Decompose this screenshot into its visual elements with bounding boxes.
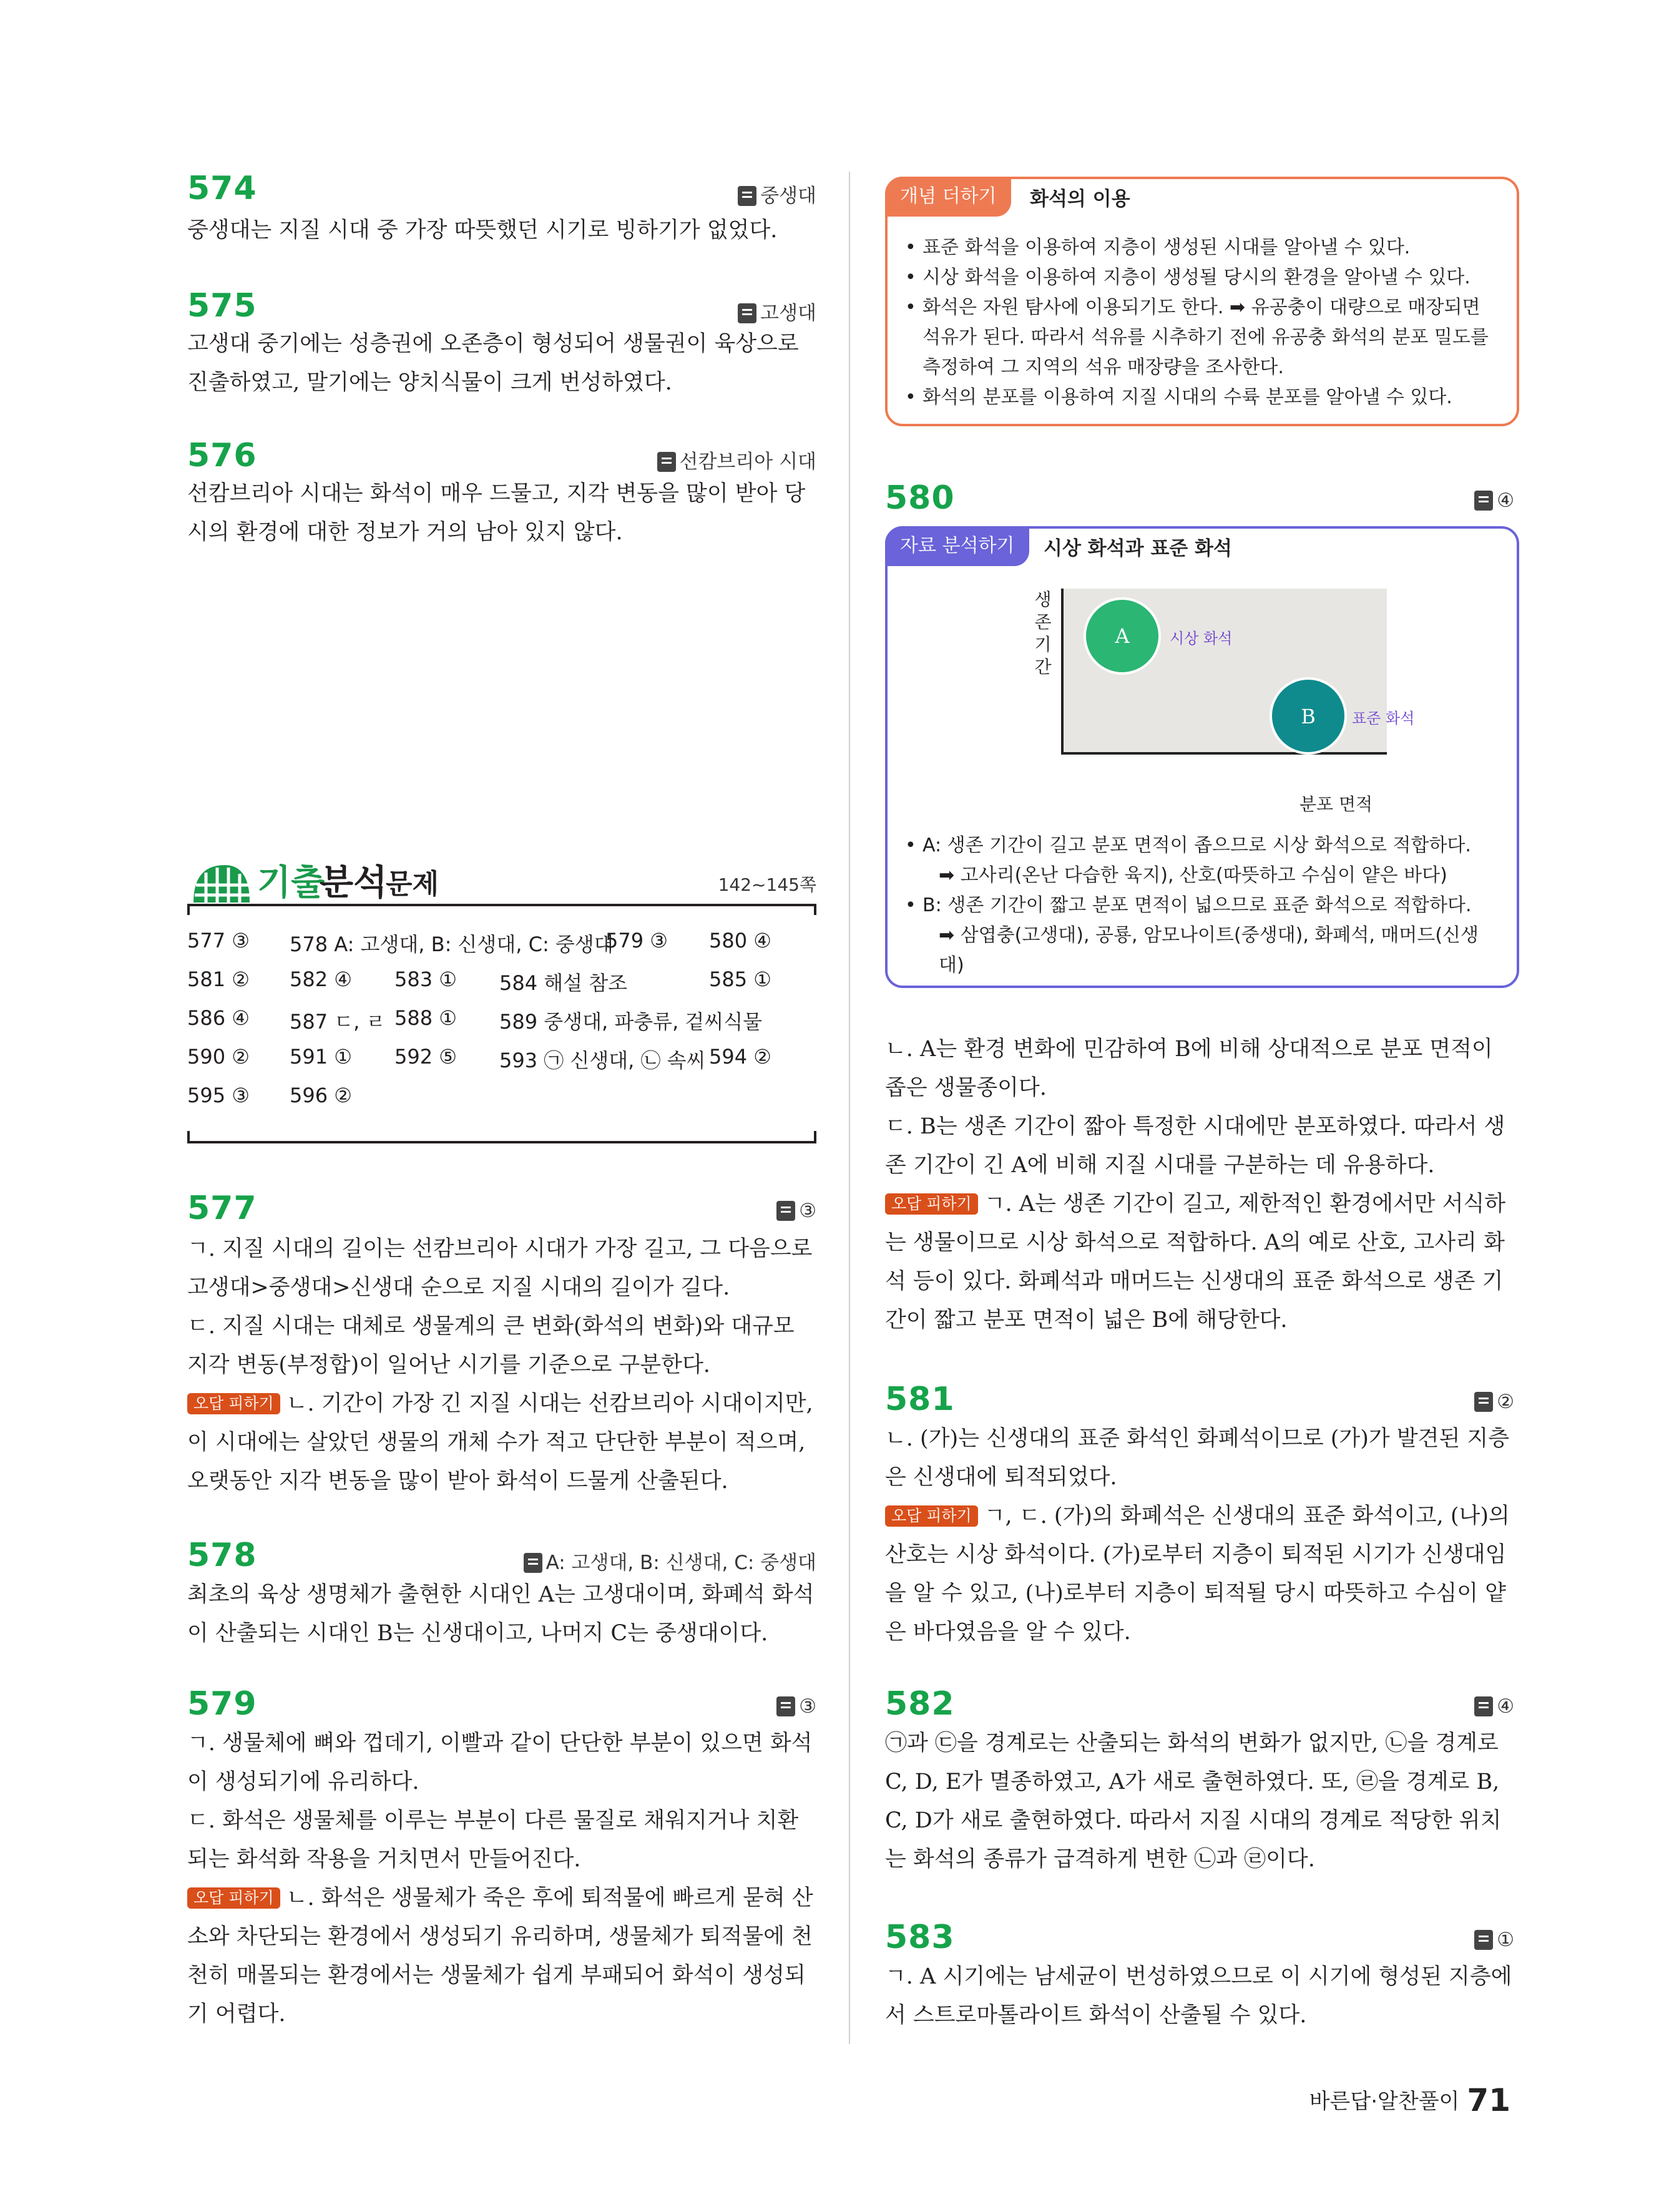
paragraph: ㄴ. A는 환경 변화에 민감하여 B에 비해 상대적으로 분포 면적이 좁은 생물종이다. [885,1037,1493,1100]
paragraph [885,1497,1519,1652]
paragraph: 고생대 중기에는 성층권에 오존층이 형성되어 생물권이 육상으로 진출하였고, 말기에는 양치식물이 크게 번성하였다. [187,331,799,395]
paragraph [885,1185,1519,1339]
question-number: 574 [187,170,257,207]
list-item: • 표준 화석을 이용하여 지층이 생성된 시대를 알아낼 수 있다. [904,233,1503,263]
answer-text: 고생대 [760,302,816,325]
paragraph: ㄴ. (가)는 신생대의 표준 화석인 화폐석이므로 (가)가 발견된 지층은 신생대에 퇴적되었다. [885,1426,1510,1490]
summary-cell: 591 ① [290,1045,352,1069]
explanation-text [187,1230,818,1500]
paragraph: ㄱ. 지질 시대의 길이는 선캄브리아 시대가 가장 길고, 그 다음으로 고생대>중생대>신생대 순으로 지질 시대의 길이가 길다. [187,1236,813,1300]
summary-cell: 581 ② [187,967,250,991]
concept-box [885,177,1519,426]
list-item: • 화석의 분포를 이용하여 지질 시대의 수륙 분포를 알아낼 수 있다. [904,383,1503,413]
footer-label: 바른답·알찬풀이 [1309,2089,1460,2114]
summary-title-b: 분석 [320,863,388,903]
paragraph: 중생대는 지질 시대 중 가장 따뜻했던 시기로 빙하기가 없었다. [187,218,778,243]
summary-cell: 596 ② [290,1084,352,1107]
x-axis-label: 분포 면적 [1299,794,1373,815]
label-b: 표준 화석 [1352,710,1415,727]
summary-row [187,967,824,1006]
explanation-text [187,325,818,402]
list-item: ➡ 삼엽충(고생대), 공룡, 암모나이트(중생대), 화폐석, 매머드(신생대) [939,924,1479,976]
answer-text: ② [1497,1391,1514,1413]
memo-icon [524,1553,542,1573]
explanation-text [187,1724,818,2033]
explanation-text [187,211,818,250]
summary-cell: 587 ㄷ, ㄹ [290,1010,386,1034]
memo-icon [738,186,756,206]
answer-badge [1474,1929,1514,1951]
summary-cell: 586 ④ [187,1006,250,1030]
question-number: 580 [885,479,955,517]
summary-cell: 584 해설 참조 [499,971,628,995]
memo-icon [738,303,756,323]
summary-cell: 585 ① [709,967,771,991]
paragraph: 선캄브리아 시대는 화석이 매우 드물고, 지각 변동을 많이 받아 당시의 환경에 대한 정보가 거의 남아 있지 않다. [187,481,806,545]
concept-box-title: 화석의 이용 [1030,188,1130,210]
rule-tick [814,904,816,915]
page-footer [1309,2082,1510,2118]
list-item: • A: 생존 기간이 길고 분포 면적이 좁으므로 시상 화석으로 적합하다. [904,831,1503,861]
answer-text: ③ [799,1695,816,1718]
summary-cell: 577 ③ [187,929,250,952]
explanation-text [187,474,818,552]
answer-text: 중생대 [760,185,816,207]
paragraph: ㄷ. 화석은 생물체를 이루는 부분이 다른 물질로 채워지거나 치환되는 화석화 작용을 거치면서 만들어진다. [187,1808,799,1872]
question-number: 577 [187,1190,257,1227]
circle-b-label: B [1301,705,1316,728]
summary-cell: 595 ③ [187,1084,250,1107]
memo-icon [776,1201,795,1221]
analysis-box-head: 자료 분석하기 [885,526,1029,566]
explanation-text [885,1724,1519,1879]
label-a: 시상 화석 [1170,630,1233,647]
question-number: 578 [187,1537,257,1574]
summary-row [187,1006,824,1045]
answer-badge [1474,1391,1514,1413]
rule-tick [814,1131,816,1142]
summary-cell: 593 ㉠ 신생대, ㉡ 속씨 [499,1049,706,1072]
summary-top-rule [187,904,816,906]
explanation-text [187,1575,818,1653]
memo-icon [776,1696,795,1716]
summary-cell: 592 ⑤ [394,1045,457,1069]
answer-badge [776,1695,816,1718]
paragraph-text: ㄴ. 화석은 생물체가 죽은 후에 퇴적물에 빠르게 묻혀 산소와 차단되는 환경에서 생성되기 유리하며, 생물체가 퇴적물에 천천히 매몰되는 환경에서는 생물체가 쉽게 부패되어 화석이 생성되기 어렵다. [187,1886,813,2027]
summary-bottom-rule [187,1141,816,1143]
wrong-answer-tag: 오답 피하기 [885,1505,978,1527]
question-number: 575 [187,287,257,325]
analysis-box-title: 시상 화석과 표준 화석 [1044,537,1232,560]
summary-row [187,929,824,967]
summary-cell: 580 ④ [709,929,771,952]
analysis-box [885,526,1519,988]
column-divider [849,172,850,2044]
summary-cell: 589 중생대, 파충류, 겉씨식물 [499,1010,763,1034]
wrong-answer-tag: 오답 피하기 [187,1887,280,1909]
list-item: • 화석은 자원 탐사에 이용되기도 한다. ➡ 유공충이 대량으로 매장되면 석유가 된다. 따라서 석유를 시추하기 전에 유공충 화석의 분포 밀도를 측정하여 그 지역의 석유 매장량을 조사한다. [904,293,1503,383]
paragraph: ㄱ. 생물체에 뼈와 껍데기, 이빨과 같이 단단한 부분이 있으면 화석이 생성되기에 유리하다. [187,1731,813,1794]
summary-cell: 582 ④ [290,967,352,991]
question-number: 579 [187,1685,257,1723]
rule-tick [187,1131,190,1142]
question-number: 582 [885,1685,955,1723]
answer-text: 선캄브리아 시대 [679,451,816,473]
page-number: 71 [1467,2082,1510,2118]
list-item: • 시상 화석을 이용하여 지층이 생성될 당시의 환경을 알아낼 수 있다. [904,263,1503,293]
answer-summary-table [187,929,824,1122]
answer-badge [738,297,816,325]
concept-box-head: 개념 더하기 [885,177,1011,217]
answer-text: ③ [799,1200,816,1222]
summary-cell: 578 A: 고생대, B: 신생대, C: 중생대 [290,932,614,956]
wrong-answer-tag: 오답 피하기 [885,1193,978,1215]
answer-badge [776,1200,816,1222]
question-number: 581 [885,1381,955,1418]
grid-logo-icon [187,859,252,909]
summary-pages: 142~145쪽 [718,874,816,895]
summary-title-a: 기출 [257,863,325,903]
rule-tick [187,904,190,915]
memo-icon [657,452,676,472]
summary-cell: 594 ② [709,1045,771,1069]
list-item: ➡ 고사리(온난 다습한 육지), 산호(따뜻하고 수심이 얕은 바다) [939,864,1447,886]
list-item: • B: 생존 기간이 짧고 분포 면적이 넓으므로 표준 화석으로 적합하다. [904,891,1503,921]
summary-cell: 590 ② [187,1045,250,1069]
explanation-text [885,1419,1519,1652]
answer-badge [657,446,816,474]
paragraph: ㄱ. A 시기에는 남세균이 번성하였으므로 이 시기에 형성된 지층에서 스트로마톨라이트 화석이 산출될 수 있다. [885,1964,1512,2028]
paragraph-text: ㄴ. 기간이 가장 긴 지질 시대는 선캄브리아 시대이지만, 이 시대에는 살았던 생물의 개체 수가 적고 단단한 부분이 적으며, 오랫동안 지각 변동을 많이 받아 화석이 드물게 산출된다. [187,1391,813,1494]
paragraph: 최초의 육상 생명체가 출현한 시대인 A는 고생대이며, 화폐석 화석이 산출되는 시대인 B는 신생대이고, 나머지 C는 중생대이다. [187,1582,815,1646]
analysis-list [904,831,1503,981]
answer-text: A: 고생대, B: 신생대, C: 중생대 [546,1552,816,1574]
question-number: 576 [187,437,257,474]
summary-cell: 588 ① [394,1006,457,1030]
question-number: 583 [885,1919,955,1956]
paragraph: ㉠과 ㉢을 경계로는 산출되는 화석의 변화가 없지만, ㉡을 경계로 C, D, E가 멸종하였고, A가 새로 출현하였다. 또, ㉣을 경계로 B, C, D가 새로 출현하였다. 따라서 지질 시대의 경계로 적당한 위치는 화석의 종류가 급격하게 변한 ㉡과 ㉣이다. [885,1731,1502,1872]
paragraph-text: ㄱ, ㄷ. (가)의 화폐석은 신생대의 표준 화석이고, (나)의 산호는 시상 화석이다. (가)로부터 지층이 퇴적된 시기가 신생대임을 알 수 있고, (나)로부터 지층이 퇴적될 당시 따뜻하고 수심이 얕은 바다였음을 알 수 있다. [885,1504,1510,1645]
memo-icon [1474,1392,1493,1412]
answer-text: ④ [1497,1695,1514,1718]
explanation-text [885,1957,1519,2035]
summary-header [187,855,816,905]
concept-list [904,233,1503,413]
summary-cell: 583 ① [394,967,457,991]
memo-icon [1474,1930,1493,1950]
answer-text: ④ [1497,489,1514,512]
wrong-answer-tag: 오답 피하기 [187,1393,280,1414]
answer-badge [738,180,816,208]
paragraph-text: ㄱ. A는 생존 기간이 길고, 제한적인 환경에서만 서식하는 생물이므로 시상 화석으로 적합하다. A의 예로 산호, 고사리 화석 등이 있다. 화폐석과 매머드는 신생대의 표준 화석으로 생존 기간이 짧고 분포 면적이 넓은 B에 해당한다. [885,1192,1506,1333]
memo-icon [1474,1696,1493,1716]
answer-text: ① [1497,1929,1514,1951]
circle-a-label: A [1115,624,1130,648]
memo-icon [1474,491,1493,511]
paragraph: ㄷ. B는 생존 기간이 짧아 특정한 시대에만 분포하였다. 따라서 생존 기간이 긴 A에 비해 지질 시대를 구분하는 데 유용하다. [885,1114,1505,1178]
paragraph: ㄷ. 지질 시대는 대체로 생물계의 큰 변화(화석의 변화)와 대규모 지각 변동(부정합)이 일어난 시기를 기준으로 구분한다. [187,1314,795,1378]
paragraph [187,1879,818,2033]
fossil-diagram [1012,585,1415,785]
answer-badge [1474,1695,1514,1718]
summary-cell: 579 ③ [605,929,668,952]
explanation-text [885,1030,1519,1339]
y-axis-label: 생존 기간 [1034,589,1052,677]
summary-row [187,1084,824,1122]
paragraph [187,1384,818,1500]
summary-row [187,1045,824,1084]
summary-title-c: 문제 [386,868,439,900]
answer-badge [524,1547,816,1575]
answer-badge [1474,489,1514,512]
